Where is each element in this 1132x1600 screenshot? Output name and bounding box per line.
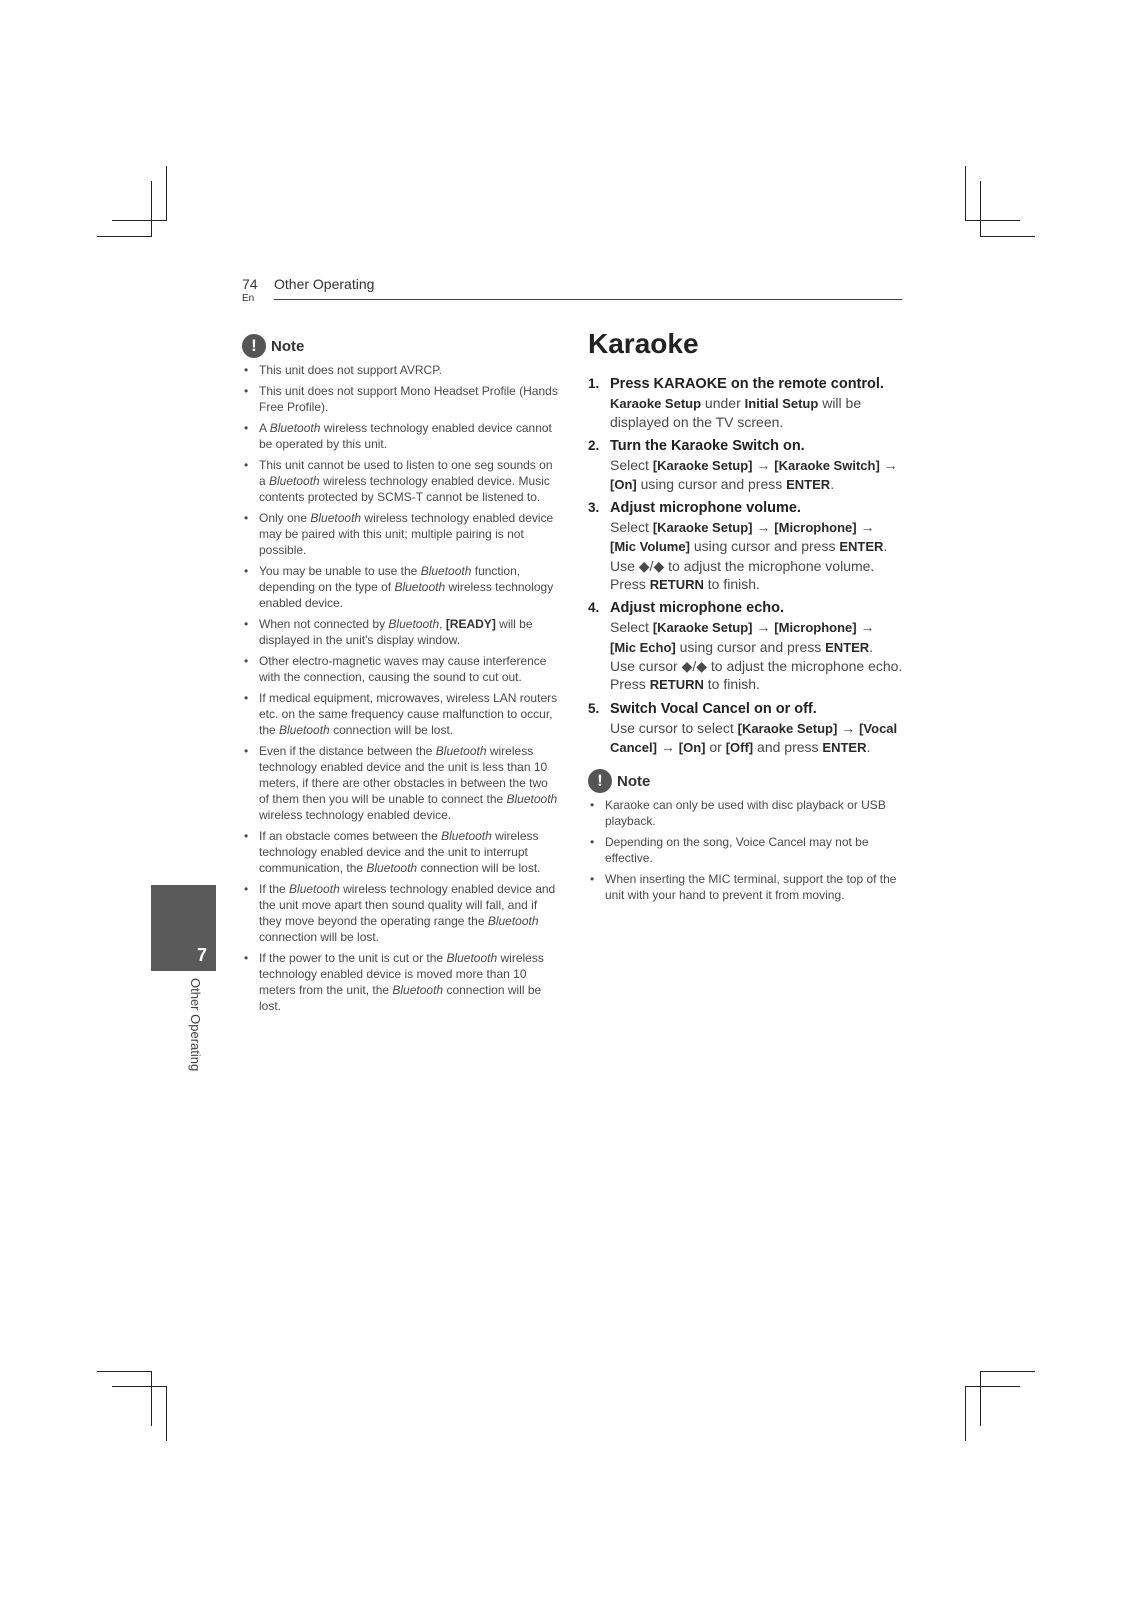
- note-item: • Only one Bluetooth wireless technology enabled device may be paired with this unit; multiple pairing is not possible.: [242, 510, 558, 558]
- step-heading: Adjust microphone echo.: [610, 600, 785, 617]
- note-item: • This unit does not support Mono Headset Profile (Hands Free Profile).: [242, 383, 558, 415]
- note-item: • When inserting the MIC terminal, support the top of the unit with your hand to prevent it from moving.: [588, 871, 904, 903]
- note-item: • You may be unable to use the Bluetooth function, depending on the type of Bluetooth wireless technology enabled device.: [242, 563, 558, 611]
- karaoke-step: [588, 375, 904, 432]
- chapter-tab-label: Other Operating: [188, 978, 203, 1072]
- karaoke-step: [588, 437, 904, 495]
- step-number: 5.: [588, 700, 600, 716]
- step-heading: Press KARAOKE on the remote control.: [610, 376, 884, 392]
- note-item: • If an obstacle comes between the Bluetooth wireless technology enabled device and the unit to interrupt communication, the Bluetooth connection will be lost.: [242, 828, 558, 876]
- step-heading: Adjust microphone volume.: [610, 500, 801, 517]
- exclamation-icon: !: [242, 334, 266, 358]
- note-item: • Karaoke can only be used with disc playback or USB playback.: [588, 797, 904, 829]
- step-body: Select [Karaoke Setup] → [Karaoke Switch] → [On] using cursor and press ENTER.: [610, 456, 898, 492]
- karaoke-steps: [588, 375, 904, 757]
- bluetooth-notes: [242, 334, 558, 1019]
- step-body: Select [Karaoke Setup] → [Microphone] → [Mic Volume] using cursor and press ENTER. Use ◆/◆ to adjust the microphone volume. Press RETURN to finish.: [610, 519, 888, 593]
- step-number: 2.: [588, 437, 600, 453]
- page-number: 74: [242, 276, 258, 292]
- step-heading: Turn the Karaoke Switch on.: [610, 437, 805, 454]
- step-number: 1.: [588, 376, 600, 391]
- header-divider: [274, 299, 902, 300]
- step-heading: Switch Vocal Cancel on or off.: [610, 700, 817, 717]
- note-item: • If the power to the unit is cut or the Bluetooth wireless technology enabled device is moved more than 10 meters from the unit, the Bluetooth connection will be lost.: [242, 950, 558, 1014]
- karaoke-title: Karaoke: [588, 328, 699, 359]
- step-body: Use cursor to select [Karaoke Setup] → [Vocal Cancel] → [On] or [Off] and press ENTER.: [610, 719, 898, 755]
- note-item: • If medical equipment, microwaves, wireless LAN routers etc. on the same frequency cause malfunction to occur, the Bluetooth connection will be lost.: [242, 690, 558, 738]
- note-item: • Other electro-magnetic waves may cause interference with the connection, causing the sound to cut out.: [242, 653, 558, 685]
- note-header: [242, 334, 558, 358]
- karaoke-step: [588, 599, 904, 694]
- chapter-number: 7: [196, 945, 207, 965]
- note-list: [242, 362, 558, 1014]
- note-item: • This unit does not support AVRCP.: [242, 362, 558, 378]
- page-language: En: [242, 293, 255, 304]
- note-item: • This unit cannot be used to listen to one seg sounds on a Bluetooth wireless technology enabled device. Music contents protected by SCMS-T cannot be listened to.: [242, 457, 558, 505]
- karaoke-section: [588, 326, 904, 908]
- exclamation-icon: !: [588, 769, 612, 793]
- note-item: • If the Bluetooth wireless technology enabled device and the unit move apart then sound quality will fall, and if they move beyond the operating range the Bluetooth connection will be lost.: [242, 881, 558, 945]
- note-title: Note: [617, 772, 651, 790]
- chapter-tab: [151, 885, 216, 971]
- note-item: • Even if the distance between the Bluetooth wireless technology enabled device and the unit is less than 10 meters, if there are other obstacles in between the two of them then you will be unable to connect the Bluetooth wireless technology enabled device.: [242, 743, 558, 823]
- karaoke-step: [588, 499, 904, 594]
- step-number: 4.: [588, 600, 600, 616]
- step-body: Karaoke Setup under Initial Setup will be displayed on the TV screen.: [610, 395, 862, 431]
- note-item: • When not connected by Bluetooth, [READY] will be displayed in the unit's display window.: [242, 616, 558, 648]
- note-title: Note: [271, 337, 305, 355]
- note-header: [588, 769, 904, 793]
- karaoke-notes: [588, 769, 904, 903]
- karaoke-step: [588, 700, 904, 758]
- note-list: [588, 797, 904, 903]
- note-item: • A Bluetooth wireless technology enabled device cannot be operated by this unit.: [242, 420, 558, 452]
- step-number: 3.: [588, 500, 600, 516]
- note-item: • Depending on the song, Voice Cancel may not be effective.: [588, 834, 904, 866]
- section-title: Other Operating: [274, 276, 375, 292]
- step-body: Select [Karaoke Setup] → [Microphone] → [Mic Echo] using cursor and press ENTER. Use cursor ◆/◆ to adjust the microphone echo. Press RETURN to finish.: [610, 619, 903, 693]
